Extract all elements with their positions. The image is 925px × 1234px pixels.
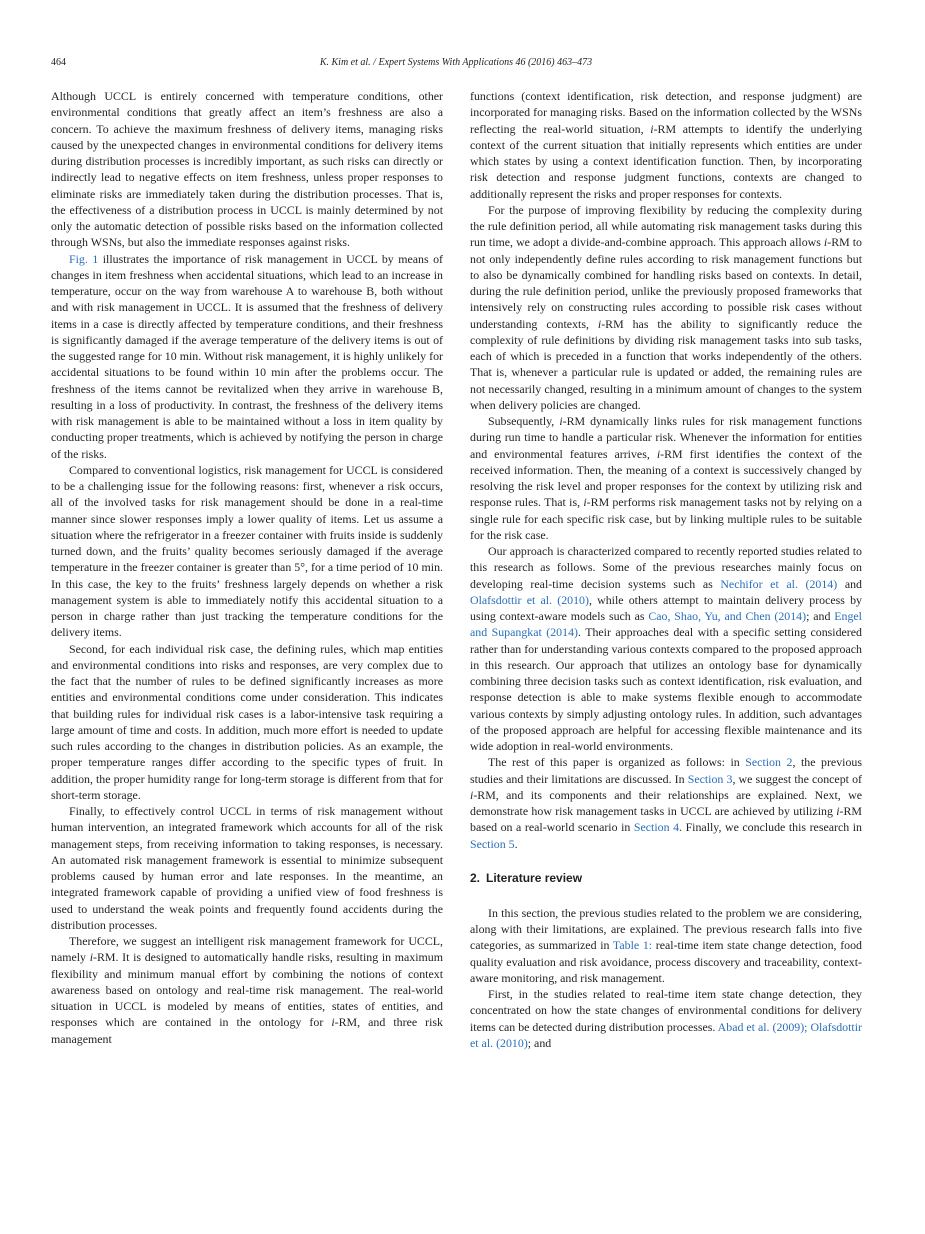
paragraph: Second, for each individual risk case, the defining rules, which map entities and environmental conditions into risks and responses, are very complex due to the fact that the number of rules to be defined significantly increases as more entities and environmental conditions come under consideration. This indicates that building rules for individual risk cases is a labor-intensive task requiring a large amount of time and costs. In addition, much more effort is needed to update such rules according to the changes in distribution policies. As an example, the proper temperature ranges differ according to the specific types of fruit. In addition, the proper humidity range for long-term storage is different from that for short-term storage.: [51, 641, 443, 802]
page-number: 464: [51, 57, 66, 68]
paragraph: functions (context identification, risk detection, and response judgment) are incorporated for managing risks. Based on the information collected by the WSNs reflecting the real-world situation, i-RM attempts to identify the underlying context of the current situation that initially represents which entities are under which states by using a context identification function. Then, by incorporating risk detection and response judgment functions, contexts are changed to additionally represent the risks and proper responses for contexts.: [470, 89, 863, 201]
paragraph: For the purpose of improving flexibility by reducing the complexity during the rule definition period, all while automating risk management tasks during this run time, we adopt a divide-and-combine approach. This approach allows i-RM to not only independently define rules according to risk management functions but to also be dynamically combined for handling risks based on contexts. In detail, during the rule definition period, unlike the previously proposed frameworks that intensively rely on constructing rules according to possible risk cases without understanding contexts, i-RM has the ability to significantly reduce the complexity of rule definitions by dividing risk management tasks into sub tasks, each of which is preceded in a function that works independently of the others. That is, whenever a particular rule is updated or added, the remaining rules are not necessarily changed, resulting in a minimum amount of changes to the system when delivery policies are changed.: [470, 202, 863, 412]
figure-link[interactable]: Fig. 1: [69, 251, 99, 266]
running-header: [51, 56, 861, 70]
citation-link[interactable]: Cao, Shao, Yu, and Chen (2014): [648, 609, 807, 623]
section-link[interactable]: Section 2: [745, 755, 793, 770]
paragraph: Subsequently, i-RM dynamically links rules for risk management functions during run time to handle a particular risk. Whenever the information for entities and environmental features arrives, i-RM first identifies the context of the received information. Then, the meaning of a context is successively changed by resolving the risk level and proper responses for the context by utilizing risk and response rules. That is, i-RM performs risk management tasks not by relying on a single rule for each specific risk case, but by linking multiple rules to be suitable for the risk case.: [470, 414, 862, 542]
right-column: [470, 88, 862, 1051]
citation-link[interactable]: Olafsdottir et al. (2010): [470, 592, 589, 607]
citation-link[interactable]: Abad et al. (2009); Olafsdottir et al. (2010): [470, 1019, 862, 1050]
citation-link[interactable]: Engel and Supangkat (2014): [470, 609, 862, 640]
section-link[interactable]: Section 3: [687, 771, 733, 786]
section-title: Literature review: [486, 870, 583, 885]
section-number: 2.: [470, 870, 481, 885]
paragraph: Finally, to effectively control UCCL in terms of risk management without human intervention, an integrated framework which accounts for all of the risk management steps, from receiving information to taking responses, is necessary. An automated risk management framework is essential to minimize subsequent problems caused by human error and late responses. In the meantime, an integrated framework capable of providing a unified view of food freshness is used to understand the weak points and frequently found accidents during the distribution processes.: [51, 804, 443, 932]
paragraph: The rest of this paper is organized as follows: in Section 2, the previous studies and their limitations are discussed. In Section 3, we suggest the concept of i-RM, and its components and their relationships are explained. Next, we demonstrate how risk management tasks in UCCL are achieved by utilizing i-RM based on a real-world scenario in Section 4. Finally, we conclude this research in Section 5.: [470, 755, 862, 851]
section-heading: [470, 870, 862, 886]
paragraph: Although UCCL is entirely concerned with temperature conditions, other environmental conditions that greatly affect an item’s freshness are also a concern. To achieve the maximum freshness of delivery items, managing risks caused by the unexpected changes in environmental conditions for delivery items during distribution processes is incredibly important, as such risks can directly or indirectly lead to negative effects on item freshness, unless proper responses to eliminate risks are immediately taken during the distribution processes. That is, the effectiveness of a distribution process in UCCL is mainly determined by not only the automatic detection of possible risks based on the information collected through WSNs, but also the immediate responses against risks.: [51, 89, 443, 250]
paragraph: Our approach is characterized compared to recently reported studies related to this research as follows. Some of the previous researches mainly focus on developing real-time decision systems such as Nechifor et al. (2014) and Olafsdottir et al. (2010), while others attempt to maintain delivery process by using context-aware models such as Cao, Shao, Yu, and Chen (2014); and Engel and Supangkat (2014). Their approaches deal with a specific setting considered rather than for understanding various contexts compared to the proposed approach in this research. Our approach that utilizes an ontology base for dynamically combining three decision tasks such as context identification, risk evaluation, and response detection is able to make systems flexible enough to accommodate various contexts by simply adjusting ontology rules. In addition, such advantages of the proposed approach are helpful for accessing flexible maintenance and its wide adoption in real-world environments.: [470, 544, 862, 753]
left-column: [51, 88, 443, 1047]
table-link[interactable]: Table 1:: [612, 938, 653, 953]
paragraph: Compared to conventional logistics, risk management for UCCL is considered to be a challenging issue for the following reasons: first, whenever a risk occurs, all of the involved tasks for risk management should be done in a real-time manner since slower responses imply a lower quality of items. Let us assume a situation where the refrigerator in a freezer container with fruits inside is suddenly turned down, and the fruits’ quality becomes seriously damaged if the average temperature in the freezer container is greater than 5°, for a time period of 10 min. In this case, the key to the fruits’ freshness largely depends on whether a risk management system is able to immediately notify this accidental situation to a person in charge rather than just tracking the temperature conditions for the delivery items.: [51, 462, 443, 640]
citation-link[interactable]: Nechifor et al. (2014): [720, 576, 838, 591]
running-head: K. Kim et al. / Expert Systems With Applications 46 (2016) 463–473: [319, 57, 593, 68]
paragraph: First, in the studies related to real-time item state change detection, they concentrated on how the state changes of environmental conditions for delivery items can be detected during distribution processes. Abad et al. (2009); Olafsdottir et al. (2010); and: [470, 987, 862, 1050]
paragraph: In this section, the previous studies related to the problem we are considering, along with their limitations, are explained. The previous research falls into five categories, as summarized in Table 1: real-time item state change detection, food quality evaluation and risk avoidance, process discovery and traceability, context-aware monitoring, and risk management.: [470, 905, 862, 985]
paragraph: Therefore, we suggest an intelligent risk management framework for UCCL, namely i-RM. It is designed to automatically handle risks, resulting in maximum flexibility and minimum manual effort by combining the notions of context awareness based on ontology and real-time risk management. The real-world situation in UCCL is modeled by means of entities, states of entities, and responses which are contained in the ontology for i-RM, and three risk management: [51, 934, 444, 1046]
section-link[interactable]: Section 5: [470, 836, 515, 851]
section-link[interactable]: Section 4: [633, 820, 680, 835]
paragraph: Fig. 1 illustrates the importance of risk management in UCCL by means of changes in item freshness when accidental situations, which lead to an increase in temperature, occur on the way from warehouse A to warehouse B, both without and with risk management in UCCL. It is assumed that the freshness of delivery items in a case is directly affected by temperature conditions, and their freshness is significantly damaged if the average temperature of the delivery items is out of the suggested range for 10 min. Without risk management, it is highly unlikely for accidental situations to be found within 10 min after the problems occur. The freshness of the items cannot be revitalized when they arrive in warehouse B, resulting in a loss of productivity. In contrast, the freshness of the delivery items with risk management is able to be maintained without a loss in item quality by conducting proper treatments, which is achieved by notifying the person in charge of the risks.: [51, 251, 443, 461]
